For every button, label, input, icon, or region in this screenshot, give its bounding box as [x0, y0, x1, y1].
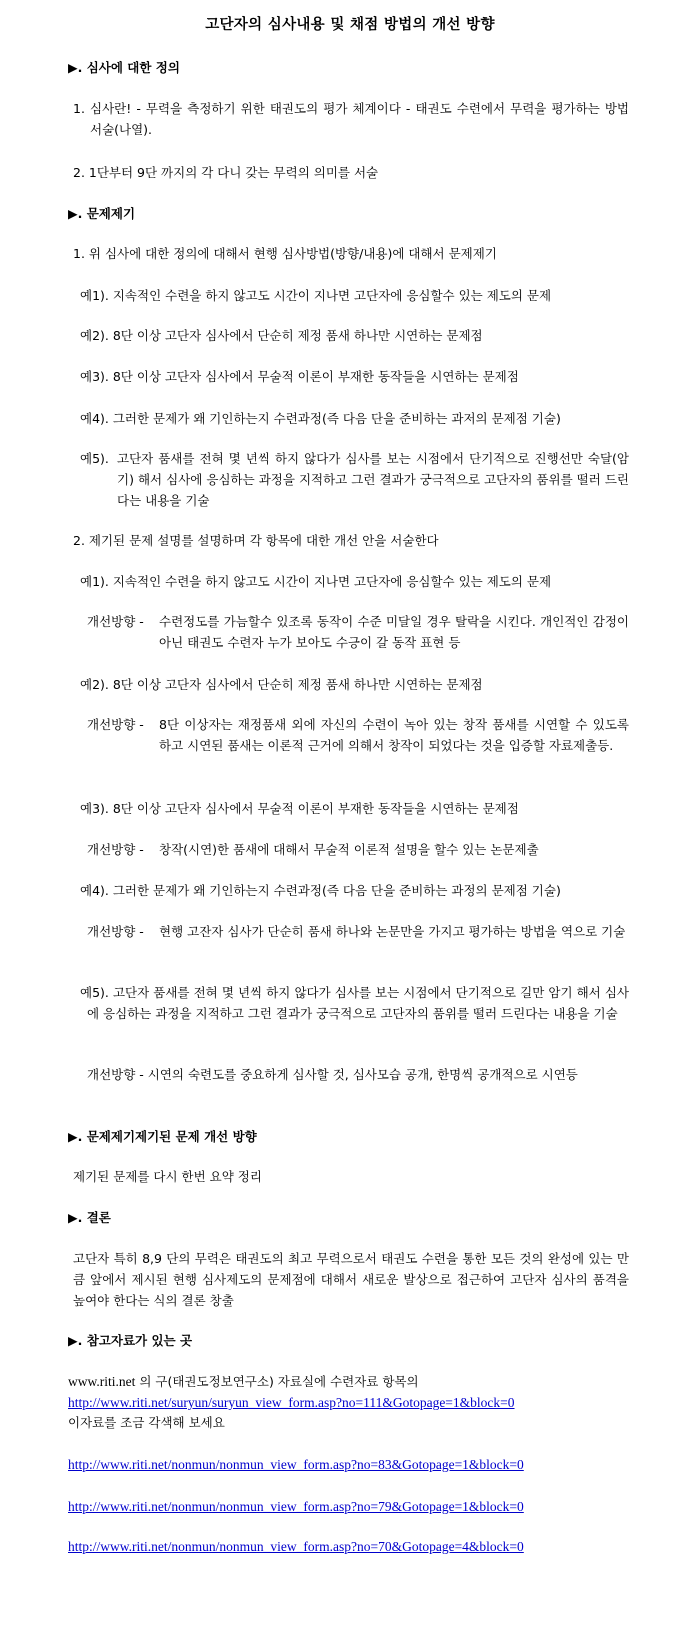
improve-example-3: 예3). 8단 이상 고단자 심사에서 무술적 이론이 부재한 동작들을 시연하는 문제점 — [80, 801, 519, 816]
direction-3-text: 창작(시연)한 품새에 대해서 무술적 이론적 설명을 할수 있는 논문제출 — [159, 842, 539, 857]
improve-example-1: 예1). 지속적인 수련을 하지 않고도 시간이 지나면 고단자에 응심할수 있는 제도의 문제 — [80, 574, 552, 589]
reference-link-3[interactable]: http://www.riti.net/nonmun/nonmun_view_form.asp?no=79&Gotopage=1&block=0 — [68, 1499, 524, 1514]
direction-5-text: 개선방향 - 시연의 숙련도를 중요하게 심사할 것, 심사모습 공개, 한명씩 공개적으로 시연등 — [87, 1067, 578, 1082]
reference-link-2[interactable]: http://www.riti.net/nonmun/nonmun_view_form.asp?no=83&Gotopage=1&block=0 — [68, 1457, 524, 1472]
direction-label-3: 개선방향 - — [87, 842, 144, 857]
definition-item-2: 2. 1단부터 9단 까지의 각 다니 갖는 무력의 의미를 서술 — [73, 165, 379, 180]
problem-example-1: 예1). 지속적인 수련을 하지 않고도 시간이 지나면 고단자에 응심할수 있는 제도의 문제 — [80, 288, 552, 303]
improve-example-4: 예4). 그러한 문제가 왜 기인하는지 수련과정(즉 다음 단을 준비하는 과정의 문제점 기술) — [80, 883, 561, 898]
reference-note: 이자료를 조금 각색해 보세요 — [68, 1415, 225, 1430]
site-name: www.riti.net — [68, 1374, 136, 1389]
reference-link-1[interactable]: http://www.riti.net/suryun/suryun_view_form.asp?no=111&Gotopage=1&block=0 — [68, 1395, 515, 1410]
improvement-summary: 제기된 문제를 다시 한번 요약 정리 — [73, 1169, 262, 1184]
problem-item-2: 2. 제기된 문제 설명를 설명하며 각 항목에 대한 개선 안을 서술한다 — [73, 533, 439, 548]
direction-label-4: 개선방향 - — [87, 924, 144, 939]
document-title: 고단자의 심사내용 및 채점 방법의 개선 방향 — [205, 17, 495, 33]
direction-1-text: 수련정도를 가늠할수 있조록 동작이 수준 미달일 경우 탈락을 시킨다. 개인적인 감정이 아닌 태권도 수련자 누가 보아도 수긍이 갈 동작 표현 등 — [159, 614, 629, 650]
section-heading-problem: ▶. 문제제기 — [68, 206, 136, 221]
problem-example-3: 예3). 8단 이상 고단자 심사에서 무술적 이론이 부재한 동작들을 시연하는 문제점 — [80, 369, 519, 384]
problem-item-1: 1. 위 심사에 대한 정의에 대해서 현행 심사방법(방향/내용)에 대해서 문제제기 — [73, 246, 497, 261]
direction-label-1: 개선방향 - — [87, 614, 144, 629]
references-intro — [68, 1371, 419, 1392]
problem-example-5-text: 고단자 품새를 전혀 몇 년씩 하지 않다가 심사를 보는 시점에서 단기적으로 진행선만 숙달(암기) 해서 심사에 응심하는 과정을 지적하고 그런 결과가 궁극적으로 고단자의 품위를 떨러 드린다는 내용을 기술 — [117, 451, 629, 508]
section-heading-references: ▶. 참고자료가 있는 곳 — [68, 1333, 193, 1348]
direction-4-text: 현행 고잔자 심사가 단순히 품새 하나와 논문만을 가지고 평가하는 방법을 역으로 기술 — [159, 924, 626, 939]
definition-item-1 — [73, 98, 629, 140]
section-heading-definition: ▶. 심사에 대한 정의 — [68, 60, 180, 75]
reference-link-4[interactable]: http://www.riti.net/nonmun/nonmun_view_form.asp?no=70&Gotopage=4&block=0 — [68, 1539, 524, 1554]
conclusion-text: 고단자 특히 8,9 단의 무력은 태권도의 최고 무력으로서 태권도 수련을 통한 모든 것의 완성에 있는 만큼 앞에서 제시된 현행 심사제도의 문제점에 대해서 새로운 발상으로 접근하여 고단자 심사의 품격을 높여야 한다는 식의 결론 창출 — [73, 1251, 629, 1308]
section-heading-conclusion: ▶. 결론 — [68, 1210, 111, 1225]
problem-example-4: 예4). 그러한 문제가 왜 기인하는지 수련과정(즉 다음 단을 준비하는 과저의 문제점 기술) — [80, 411, 561, 426]
improve-example-2: 예2). 8단 이상 고단자 심사에서 단순히 제정 품새 하나만 시연하는 문제점 — [80, 677, 483, 692]
problem-example-2: 예2). 8단 이상 고단자 심사에서 단순히 제정 품새 하나만 시연하는 문제점 — [80, 328, 483, 343]
improve-example-5 — [80, 982, 629, 1024]
definition-item-1-text: 1. 심사란! - 무력을 측정하기 위한 태권도의 평가 체계이다 - 태권도 수련에서 무력을 평가하는 방법 서술(나열). — [73, 101, 629, 137]
improve-example-5-text: 예5). 고단자 품새를 전혀 몇 년씩 하지 않다가 심사를 보는 시점에서 단기적으로 길만 암기 해서 심사에 응심하는 과정을 지적하고 그런 결과가 궁극적으로 고단자의 품위를 떨러 드린다는 내용을 기술 — [80, 985, 629, 1021]
references-intro-text: 의 구(태권도정보연구소) 자료실에 수련자료 항목의 — [135, 1374, 419, 1389]
direction-2-text: 8단 이상자는 재정품새 외에 자신의 수련이 녹아 있는 창작 품새를 시연할 수 있도록 하고 시연된 품새는 이론적 근거에 의해서 창작이 되었다는 것을 입증할 자료제출등. — [159, 717, 629, 753]
direction-label-2: 개선방향 - — [87, 717, 144, 732]
section-heading-improvement: ▶. 문제제기제기된 문제 개선 방향 — [68, 1129, 257, 1144]
problem-example-5-label: 예5). — [80, 451, 109, 466]
